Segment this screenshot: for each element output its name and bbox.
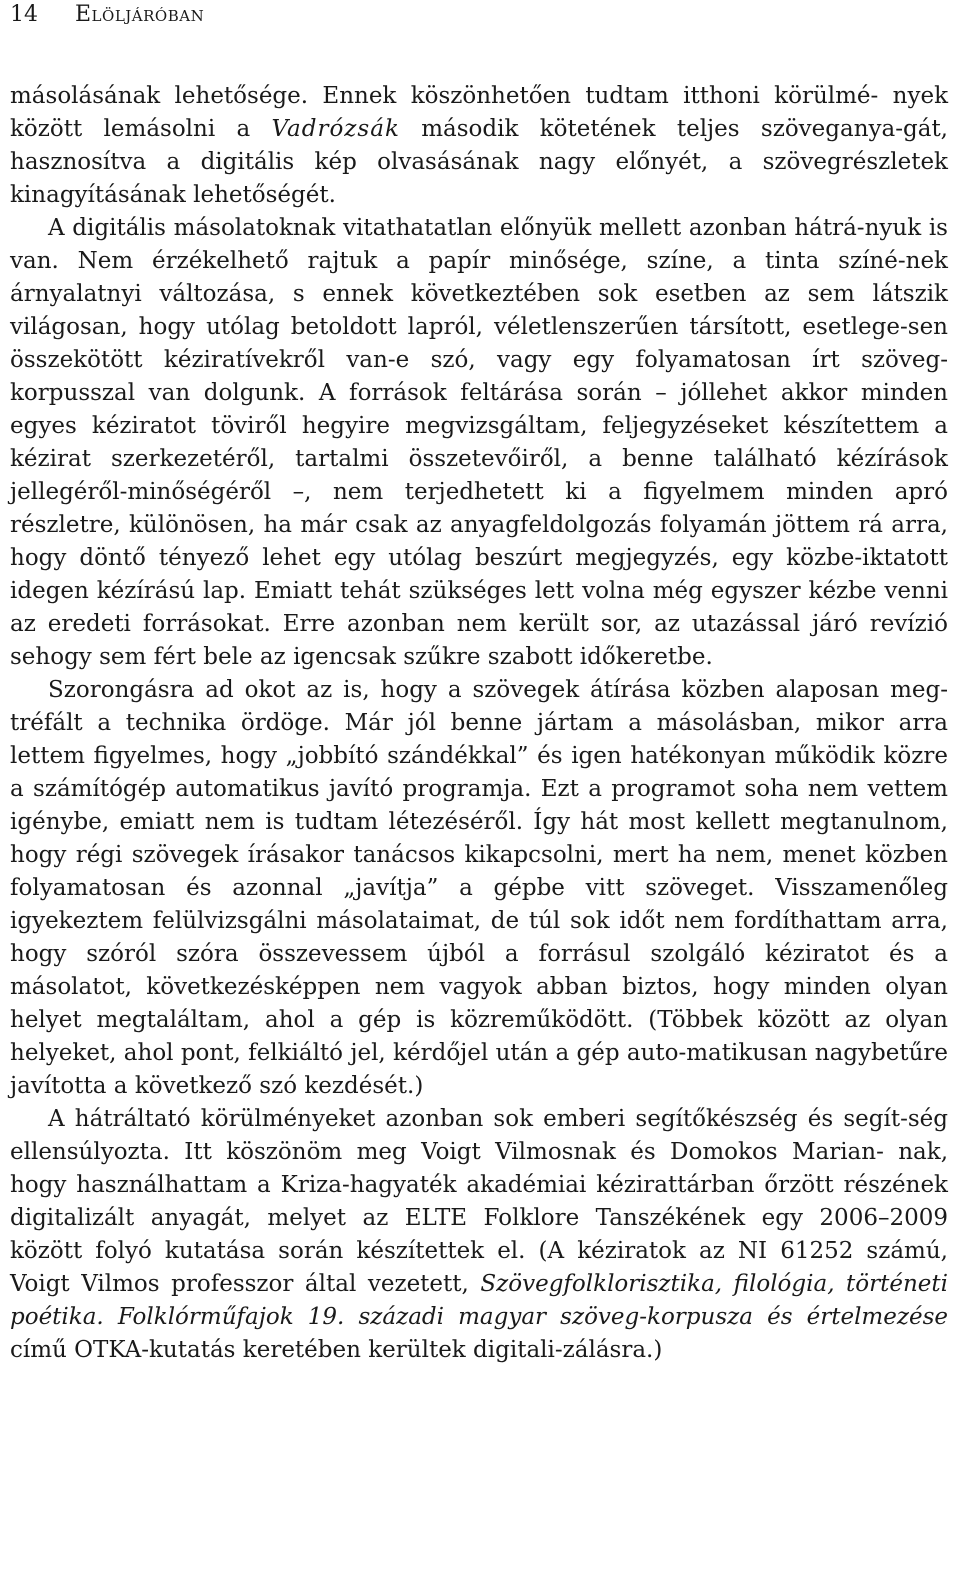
book-title-vadrozsak: Vadrózsák: [271, 116, 400, 142]
paragraph-4-text-d: című OTKA-kutatás keretében kerültek digitali-zálásra.): [10, 1337, 663, 1363]
paragraph-1: [10, 80, 948, 212]
paragraph-2: [10, 212, 948, 674]
paragraph-3-text: Szorongásra ad okot az is, hogy a szövegek átírása közben alaposan meg-tréfált a technika ördöge. Már jól benne jártam a másolásban, mikor arra lettem figyelmes, hogy „jobbító szándékkal” és igen hatékonyan működik közre a számítógép automatikus javító programja. Ezt a programot soha nem vettem igénybe, emiatt nem is tudtam létezéséről. Így hát most kellett megtanulnom, hogy régi szövegek írásakor tanácsos kikapcsolni, mert ha nem, menet közben folyamatosan és azonnal „javítja” a gépbe vitt szöveget. Visszamenőleg igyekeztem felülvizsgálni másolataimat, de túl sok időt nem fordíthattam arra, hogy szóról szóra összevessem újból a forrásul szolgáló kéziratot és a másolatot, következésképpen nem vagyok abban biztos, hogy minden olyan helyet megtaláltam, ahol a gép is közreműködött. (Többek között az olyan helyeket, ahol pont, felkiáltó jel, kérdőjel után a gép auto-matikusan nagybetűre javította a következő szó kezdését.): [10, 677, 948, 1099]
paragraph-3: [10, 674, 948, 1103]
page-number: 14: [10, 2, 38, 27]
paragraph-1-text-b: nyek között lemásolni a: [10, 83, 949, 142]
running-title: Elöljáróban: [75, 2, 205, 27]
paragraph-1-text-a: másolásának lehetősége. Ennek köszönhetően tudtam itthoni körülmé-: [10, 83, 879, 109]
paragraph-4-text-b: nak: [898, 1139, 941, 1165]
paragraph-2-text: A digitális másolatoknak vitathatatlan előnyük mellett azonban hátrá-nyuk is van. Nem érzékelhető rajtuk a papír minősége, színe, a tinta színé-nek árnyalatnyi változása, s ennek következtében sok esetben az sem látszik világosan, hogy utólag betoldott lapról, véletlenszerűen társított, esetlege-sen összekötött kéziratívekről van-e szó, vagy egy folyamatosan írt szöveg-korpusszal van dolgunk. A források feltárása során – jóllehet akkor minden egyes kéziratot töviről hegyire megvizsgáltam, feljegyzéseket készítettem a kézirat szerkezetéről, tartalmi összetevőiről, a benne található kézírások jellegéről-minőségéről –, nem terjedhetett ki a figyelmem minden apró részletre, különösen, ha már csak az anyagfeldolgozás folyamán jöttem rá arra, hogy döntő tényező lehet egy utólag beszúrt megjegyzés, egy közbe-iktatott idegen kézírású lap. Emiatt tehát szükséges lett volna még egyszer kézbe venni az eredeti forrásokat. Erre azonban nem került sor, az utazással járó revízió sehogy sem fért bele az igencsak szűkre szabott időkeretbe.: [10, 215, 948, 670]
research-title: Szövegfolklorisztika, filológia, történeti poétika. Folklórműfajok 19. századi magyar szöveg-korpusza és értelmezése: [10, 1271, 949, 1330]
paragraph-4: [10, 1103, 948, 1367]
paragraph-4-text-c: , hogy használhattam a Kriza-hagyaték akadémiai kézirattárban őrzött részének digitalizált anyagát, melyet az ELTE Folklore Tanszékének egy 2006–2009 között folyó kutatása során készítettek el. (A kéziratok az NI 61252 számú, Voigt Vilmos professzor által vezetett,: [10, 1139, 948, 1297]
body-text: [10, 80, 948, 1367]
paragraph-4-text-a: A hátráltató körülményeket azonban sok emberi segítőkészség és segít-ség ellensúlyozta. Itt köszönöm meg Voigt Vilmosnak és Domokos Marian-: [10, 1106, 948, 1165]
running-header: [10, 0, 204, 30]
paragraph-1-text-c: második kötetének teljes szöveganya-gát, hasznosítva a digitális kép olvasásának nagy előnyét, a szövegrészletek kinagyításának lehetőségét.: [10, 116, 948, 208]
